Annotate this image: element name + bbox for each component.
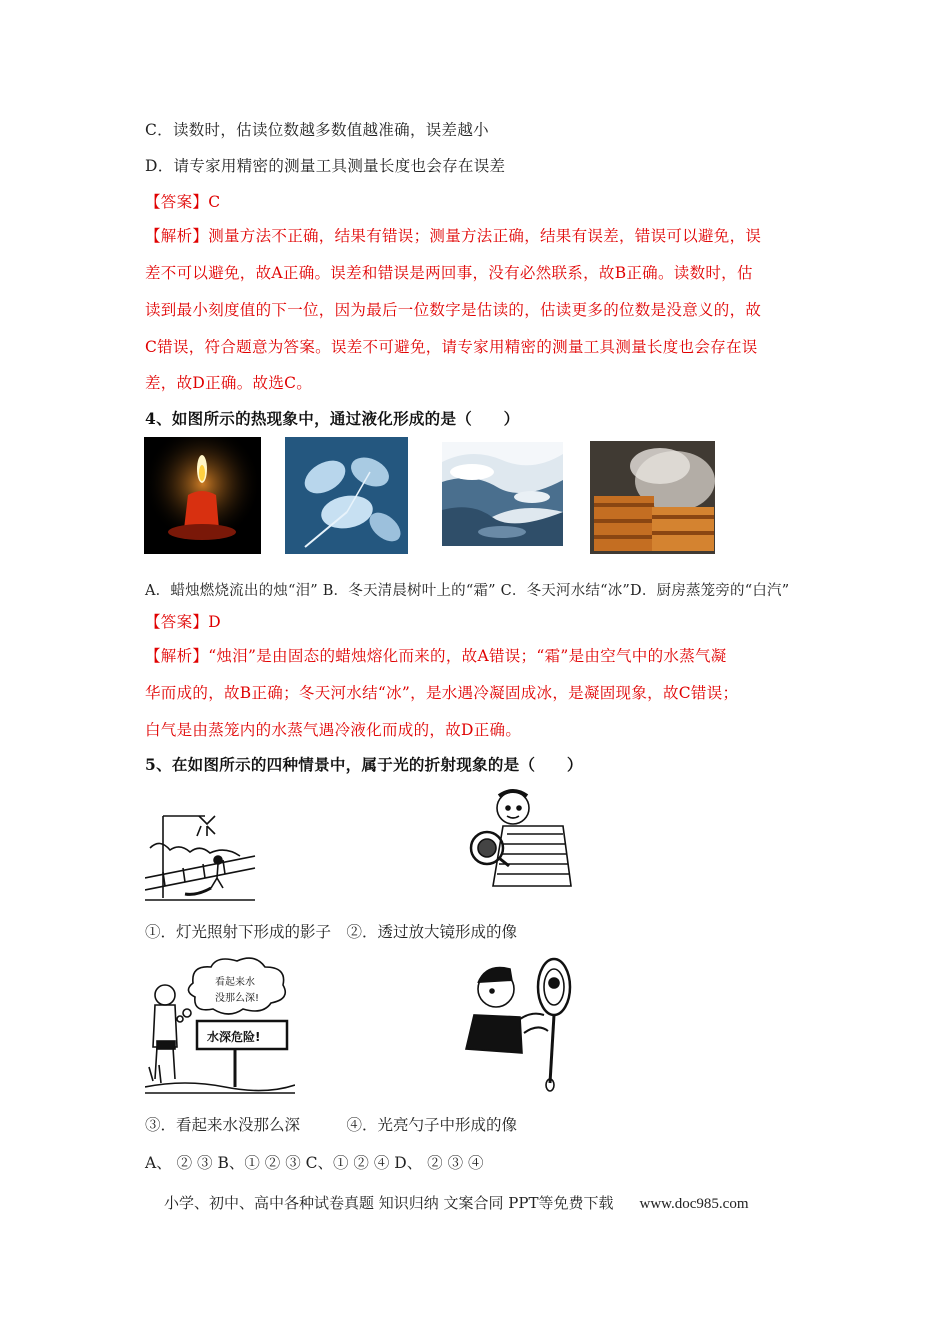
q3-analysis-line: 差不可以避免，故A正确。误差和错误是两回事，没有必然联系，故B正确。读数时，估 bbox=[145, 264, 753, 282]
q3-analysis-line: C错误，符合题意为答案。误差不可避免，请专家用精密的测量工具测量长度也会存在误 bbox=[145, 338, 758, 356]
cloud-text-line-2: 没那么深! bbox=[215, 993, 260, 1004]
footer-text: 小学、初中、高中各种试卷真题 知识归纳 文案合同 PPT等免费下载 bbox=[164, 1194, 614, 1212]
q4-answer: 【答案】D bbox=[145, 613, 221, 631]
cloud-text-line-1: 看起来水 bbox=[215, 977, 255, 988]
lamp-shadow-image bbox=[145, 808, 257, 904]
q5-question: 5、在如图所示的四种情景中，属于光的折射现象的是（ ） bbox=[145, 755, 583, 774]
frozen-river-image bbox=[442, 442, 563, 546]
magnifier-image bbox=[463, 786, 581, 904]
steamer-image bbox=[590, 441, 715, 554]
frost-leaves-image bbox=[285, 437, 408, 554]
q4-question: 4、如图所示的热现象中，通过液化形成的是（ ） bbox=[145, 409, 520, 428]
q4-analysis-line: 白气是由蒸笼内的水蒸气遇冷液化而成的，故D正确。 bbox=[145, 721, 522, 739]
q3-analysis-line: 读到最小刻度值的下一位，因为最后一位数字是估读的，估读更多的位数是没意义的，故 bbox=[145, 301, 762, 319]
water-depth-image bbox=[145, 955, 295, 1095]
q4-options: A．蜡烛燃烧流出的烛“泪” B．冬天清晨树叶上的“霜” C．冬天河水结“冰”D．厨房蒸笼旁的“白汽” bbox=[145, 583, 790, 599]
candle-image bbox=[144, 437, 261, 554]
q3-answer: 【答案】C bbox=[145, 193, 221, 211]
spoon-image bbox=[462, 953, 580, 1095]
q4-analysis-line: 华而成的，故B正确；冬天河水结“冰”，是水遇冷凝固成冰，是凝固现象，故C错误； bbox=[145, 684, 739, 702]
q5-caption-row-1: ①．灯光照射下形成的影子 ②．透过放大镜形成的像 bbox=[145, 923, 518, 941]
q4-analysis-line: 【解析】“烛泪”是由固态的蜡烛熔化而来的，故A错误；“霜”是由空气中的水蒸气凝 bbox=[145, 647, 727, 665]
danger-sign-text: 水深危险! bbox=[207, 1030, 261, 1044]
q3-option-d: D．请专家用精密的测量工具测量长度也会存在误差 bbox=[145, 157, 506, 175]
q3-analysis-line: 【解析】测量方法不正确，结果有错误；测量方法正确，结果有误差，错误可以避免，误 bbox=[145, 227, 762, 245]
q3-analysis-line: 差，故D正确。故选C。 bbox=[145, 374, 313, 392]
q5-caption-row-2: ③．看起来水没那么深 ④．光亮勺子中形成的像 bbox=[145, 1116, 518, 1134]
q3-option-c: C．读数时，估读位数越多数值越准确，误差越小 bbox=[145, 121, 489, 139]
page-footer bbox=[164, 1192, 749, 1213]
footer-url-link[interactable]: www.doc985.com bbox=[639, 1196, 749, 1212]
q5-options: A、 ② ③ B、① ② ③ C、① ② ④ D、 ② ③ ④ bbox=[145, 1154, 484, 1172]
